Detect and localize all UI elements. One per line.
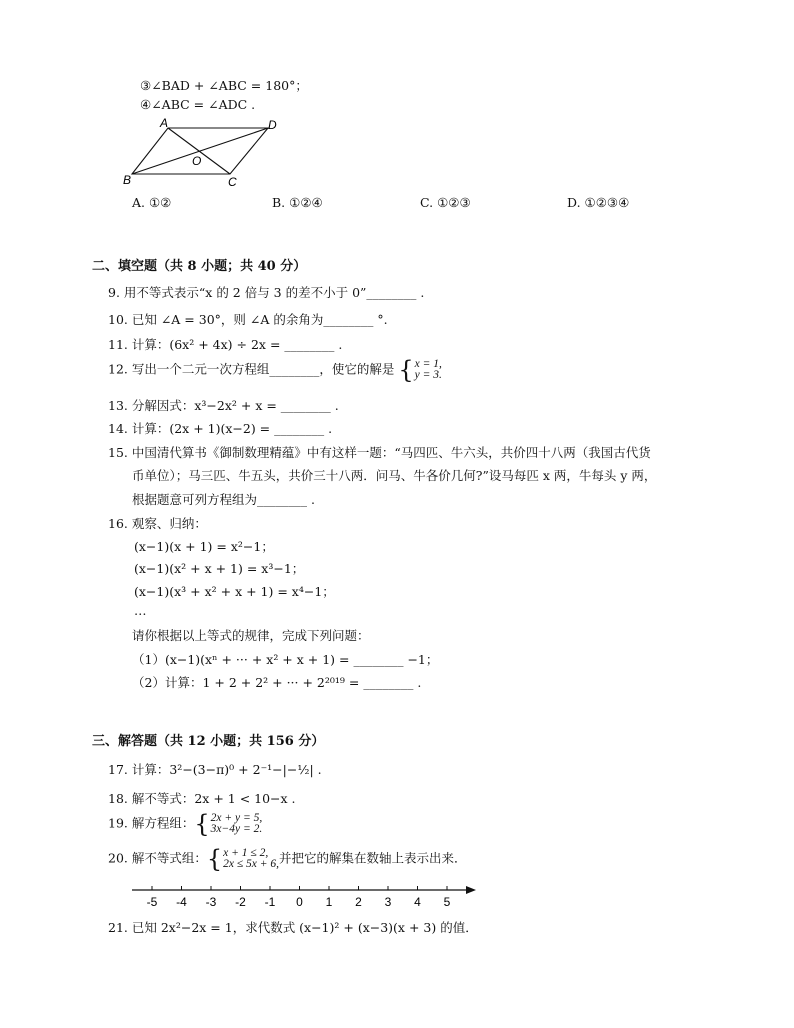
label-d: D: [268, 118, 277, 132]
tick-label: 5: [443, 895, 451, 909]
q19-system: [211, 813, 263, 836]
q12-system: [415, 359, 442, 382]
option-d: D. ①②③④: [567, 195, 630, 210]
tick-label: -1: [264, 895, 276, 909]
question-10: 10. 已知 ∠A = 30°，则 ∠A 的余角为________ °.: [108, 312, 388, 327]
question-12-text: 12. 写出一个二元一次方程组________，使它的解是: [108, 361, 395, 377]
q19-eq-1: 2x + y = 5,: [210, 811, 263, 824]
question-19: [108, 812, 262, 836]
question-11: 11. 计算：(6x² + 4x) ÷ 2x = ________ .: [108, 337, 343, 352]
q20-ineq-1: x + 1 ≤ 2,: [223, 846, 269, 859]
question-17: 17. 计算：3²−(3−π)⁰ + 2⁻¹−|−½| .: [108, 762, 322, 777]
label-o: O: [192, 154, 202, 168]
question-15-line-2: 币单位）；马三匹、牛五头，共价三十八两．问马、牛各价几何?”设马每匹 x 两，牛每头 y 两，: [132, 468, 657, 483]
option-a: A. ①②: [132, 195, 172, 210]
tick-label: 1: [325, 895, 333, 909]
q12-eq-1: x = 1,: [414, 357, 442, 370]
q12-eq-2: y = 3.: [414, 369, 442, 381]
brace-icon: {: [194, 810, 210, 838]
question-12: [108, 358, 442, 382]
number-line: [130, 882, 480, 912]
label-b: B: [123, 173, 132, 187]
tick-label: -4: [176, 895, 187, 909]
question-15-line-3: 根据题意可列方程组为________ .: [132, 492, 315, 507]
q16-ellipsis: …: [134, 603, 147, 618]
question-20: [108, 847, 467, 871]
arrow-right-icon: [466, 886, 476, 894]
section-3-title: 三、解答题（共 12 小题；共 156 分）: [92, 734, 325, 749]
q16-eq-2: (x−1)(x² + x + 1) = x³−1；: [134, 561, 305, 576]
label-c: C: [228, 175, 237, 189]
q16-part-1: （1）(x−1)(xⁿ + ··· + x² + x + 1) = ________ −1；: [132, 652, 439, 667]
q20-system: [223, 848, 279, 871]
question-9: 9. 用不等式表示“x 的 2 倍与 3 的差不小于 0”________ .: [108, 285, 425, 300]
question-13: 13. 分解因式：x³−2x² + x = ________ .: [108, 398, 339, 413]
tick-label: 0: [296, 895, 303, 909]
option-c: C. ①②③: [420, 195, 471, 210]
tick-label: -5: [146, 895, 158, 909]
label-a: A: [160, 118, 169, 130]
q20-ineq-2: 2x ≤ 5x + 6,: [223, 858, 280, 870]
tick-label: 2: [355, 895, 362, 909]
statement-4: ④∠ABC = ∠ADC .: [140, 97, 256, 112]
brace-icon: {: [398, 356, 414, 384]
question-19-text: 19. 解方程组：: [108, 815, 195, 831]
tick-label: 3: [384, 895, 392, 909]
q16-eq-3: (x−1)(x³ + x² + x + 1) = x⁴−1；: [134, 584, 335, 599]
q19-eq-2: 3x−4y = 2.: [210, 823, 263, 835]
question-14: 14. 计算：(2x + 1)(x−2) = ________ .: [108, 421, 333, 436]
statement-3: ③∠BAD + ∠ABC = 180°；: [140, 78, 308, 93]
question-20-text: 20. 解不等式组：: [108, 850, 207, 866]
tick-label: 4: [414, 895, 421, 909]
q16-prompt: 请你根据以上等式的规律，完成下列问题：: [132, 628, 370, 643]
question-18: 18. 解不等式：2x + 1 < 10−x .: [108, 791, 296, 806]
question-21: 21. 已知 2x²−2x = 1，求代数式 (x−1)² + (x−3)(x + 3) 的值．: [108, 920, 478, 935]
option-b: B. ①②④: [272, 195, 323, 210]
q16-part-2: （2）计算：1 + 2 + 2² + ··· + 2²⁰¹⁹ = ________ .: [132, 675, 422, 690]
question-15-line-1: 15. 中国清代算书《御制数理精蕴》中有这样一题：“马四匹、牛六头，共价四十八两（我国古代货: [108, 445, 651, 460]
section-2-title: 二、填空题（共 8 小题；共 40 分）: [92, 259, 307, 274]
tick-label: -3: [205, 895, 217, 909]
question-16-title: 16. 观察、归纳：: [108, 516, 207, 531]
tick-label: -2: [235, 895, 246, 909]
parallelogram-figure: [120, 118, 290, 193]
brace-icon: {: [206, 845, 223, 873]
q16-eq-1: (x−1)(x + 1) = x²−1；: [134, 539, 274, 554]
question-20-suffix: 并把它的解集在数轴上表示出来．: [279, 850, 467, 866]
